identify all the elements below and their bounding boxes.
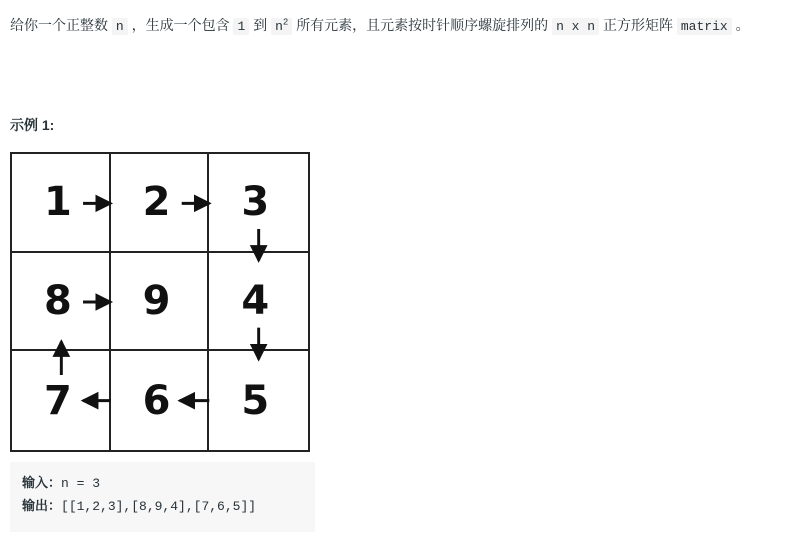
matrix-cell [12,154,111,253]
matrix-cell-value: 3 [241,179,270,226]
code-matrix: matrix [677,18,732,35]
example-output-value: [[1,2,3],[8,9,4],[7,6,5]] [61,499,257,514]
code-one: 1 [233,18,249,35]
matrix-cell [111,351,210,450]
statement-text-3: 到 [253,17,268,33]
matrix-cell-value: 4 [241,277,270,324]
matrix-cell [12,253,111,352]
statement-text-4: 所有元素，且元素按时针顺序螺旋排列的 [296,17,549,33]
code-n: n [112,18,128,35]
code-n-squared-exponent: 2 [282,17,289,28]
matrix-cell-value: 8 [44,277,72,324]
example-input-value: n = 3 [61,476,101,491]
matrix-cell-value: 2 [142,179,171,226]
matrix-cell [12,351,111,450]
code-n-squared [271,18,292,35]
matrix-cell [209,253,308,352]
example-output-line [22,495,303,518]
statement-text-1: 给你一个正整数 [10,17,108,33]
matrix-cell [111,253,210,352]
statement-text-5: 正方形矩阵 [602,17,673,33]
matrix-cell [209,351,308,450]
matrix-grid [12,154,308,450]
problem-statement [10,10,786,42]
statement-text-6: 。 [735,17,750,33]
statement-text-2: ，生成一个包含 [131,17,230,33]
matrix-cell [209,154,308,253]
matrix-cell [111,154,210,253]
matrix-cell-value: 9 [142,277,171,324]
matrix-cell-value: 5 [241,377,270,424]
example-input-label: 输入： [22,475,62,490]
spiral-matrix-figure [10,152,310,452]
example-input-line [22,472,303,495]
matrix-cell-value: 6 [142,377,171,424]
code-n-by-n: n x n [552,18,599,35]
code-n-squared-base: n [275,19,283,34]
example-output-label: 输出： [22,498,62,513]
matrix-cell-value: 7 [44,377,72,424]
example-io-box [10,462,315,532]
matrix-cell-value: 1 [44,179,72,226]
example-title: 示例 1: [10,117,55,133]
